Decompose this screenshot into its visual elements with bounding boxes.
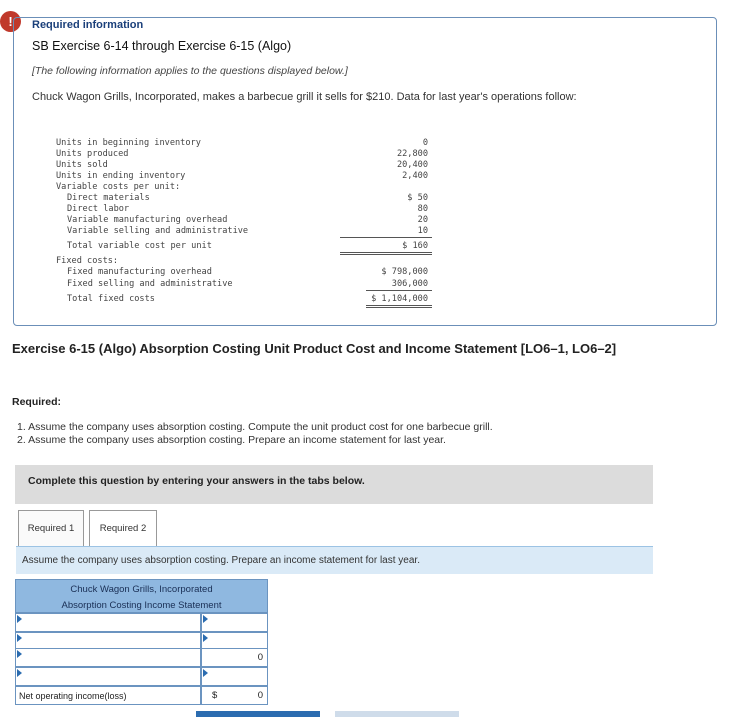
dropdown-arrow-icon — [17, 634, 22, 642]
statement-title: Absorption Costing Income Statement — [61, 600, 222, 611]
data-label: Fixed costs: — [56, 256, 119, 266]
data-label: Variable selling and administrative — [67, 226, 249, 236]
exercise-title: Exercise 6-15 (Algo) Absorption Costing Unit Product Cost and Income Statement [LO6–1, LO6–2] — [12, 341, 617, 356]
data-value: 22,800 — [396, 149, 428, 159]
line-item-select[interactable] — [15, 613, 201, 632]
net-income-amount: 0 — [257, 690, 263, 701]
subtotal-amount: 0 — [257, 652, 263, 663]
data-value: $ 798,000 — [381, 267, 428, 277]
total-double-underline — [340, 254, 432, 255]
line-item-select[interactable] — [15, 648, 201, 667]
currency-symbol: $ — [212, 690, 218, 701]
subtotal-underline — [366, 290, 432, 291]
intro-text: Chuck Wagon Grills, Incorporated, makes a barbecue grill it sells for $210. Data for last year's operations follow: — [32, 91, 577, 103]
tab-prompt-bar — [16, 546, 653, 574]
tab-prompt-text: Assume the company uses absorption costing. Prepare an income statement for last year. — [22, 555, 420, 566]
alert-icon: ! — [0, 11, 21, 32]
net-income-row — [15, 686, 268, 705]
data-label: Direct labor — [67, 204, 130, 214]
data-label: Direct materials — [67, 193, 150, 203]
data-value: 0 — [422, 138, 428, 148]
statement-row — [15, 613, 268, 632]
line-item-select[interactable] — [15, 667, 201, 686]
data-label: Variable costs per unit: — [56, 182, 181, 192]
data-label: Total variable cost per unit — [67, 241, 212, 251]
data-label: Total fixed costs — [67, 294, 155, 304]
total-underline — [366, 305, 432, 306]
data-value: 20 — [417, 215, 428, 225]
statement-header — [15, 579, 268, 613]
amount-input[interactable] — [201, 613, 268, 632]
statement-row — [15, 648, 268, 667]
net-income-value-cell — [201, 686, 268, 705]
data-label: Fixed manufacturing overhead — [67, 267, 212, 277]
statement-company: Chuck Wagon Grills, Incorporated — [70, 584, 213, 595]
dropdown-arrow-icon — [203, 634, 208, 642]
dropdown-arrow-icon — [203, 615, 208, 623]
data-value: 20,400 — [396, 160, 428, 170]
data-label: Variable manufacturing overhead — [67, 215, 228, 225]
statement-row — [15, 667, 268, 686]
total-double-underline — [366, 307, 432, 308]
data-value: $ 160 — [402, 241, 428, 251]
exercise-series-title: SB Exercise 6-14 through Exercise 6-15 (Algo) — [32, 39, 292, 53]
applies-note: [The following information applies to the questions displayed below.] — [32, 65, 348, 77]
required-information-heading: Required information — [32, 19, 144, 31]
dropdown-arrow-icon — [17, 615, 22, 623]
instructions-banner — [15, 465, 653, 504]
tab-required-2[interactable]: Required 2 — [89, 510, 157, 546]
data-label: Units sold — [56, 160, 108, 170]
dropdown-arrow-icon — [17, 650, 22, 658]
requirement-item: 2. Assume the company uses absorption costing. Prepare an income statement for last year. — [17, 434, 446, 446]
data-label: Units in beginning inventory — [56, 138, 201, 148]
subtotal-underline — [340, 237, 432, 238]
data-value: $ 1,104,000 — [371, 294, 428, 304]
dropdown-arrow-icon — [17, 669, 22, 677]
data-label: Units produced — [56, 149, 129, 159]
data-value: $ 50 — [407, 193, 428, 203]
data-value: 306,000 — [391, 279, 428, 289]
next-tab-button[interactable] — [335, 711, 459, 717]
data-value: 2,400 — [402, 171, 428, 181]
subtotal-value — [201, 648, 268, 667]
net-income-label-cell — [15, 686, 201, 705]
dropdown-arrow-icon — [203, 669, 208, 677]
data-label: Units in ending inventory — [56, 171, 186, 181]
data-value: 80 — [417, 204, 428, 214]
required-label: Required: — [12, 396, 62, 408]
net-income-label: Net operating income(loss) — [19, 691, 127, 701]
amount-input[interactable] — [201, 667, 268, 686]
instructions-text: Complete this question by entering your answers in the tabs below. — [28, 475, 365, 487]
prev-tab-button[interactable] — [196, 711, 320, 717]
requirement-item: 1. Assume the company uses absorption costing. Compute the unit product cost for one barbecue grill. — [17, 421, 493, 433]
data-value: 10 — [417, 226, 428, 236]
total-underline — [340, 252, 432, 253]
tab-required-1[interactable]: Required 1 — [18, 510, 84, 546]
data-label: Fixed selling and administrative — [67, 279, 233, 289]
